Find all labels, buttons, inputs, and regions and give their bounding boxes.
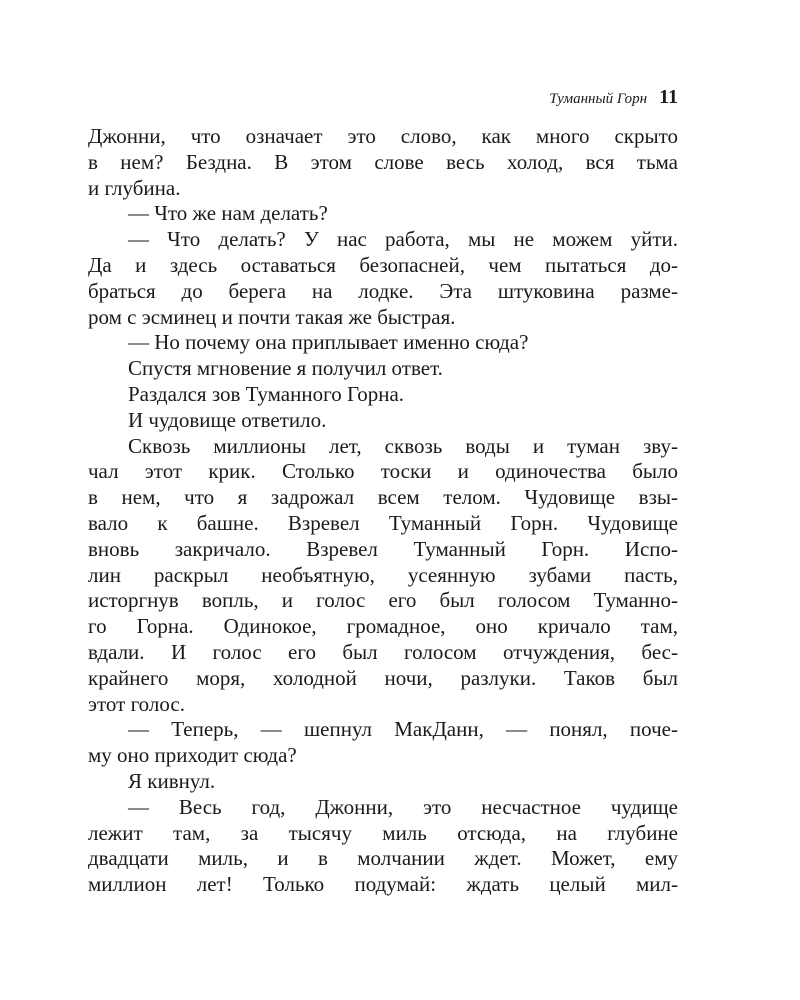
text-line: этот голос.: [88, 691, 185, 716]
text-line: Раздался зов Туманного Горна.: [128, 381, 405, 406]
text-line: — Теперь, — шепнул МакДанн, — понял, поче-: [128, 717, 678, 742]
text-line: Спустя мгновение я получил ответ.: [128, 356, 443, 381]
text-line: в нем, что я задрожал всем телом. Чудовище взы-: [88, 485, 678, 510]
text-line: браться до берега на лодке. Эта штуковина разме-: [88, 278, 678, 303]
text-line: миллион лет! Только подумай: ждать целый мил-: [88, 872, 678, 897]
running-title: Туманный Горн: [549, 91, 648, 107]
text-line: лин раскрыл необъятную, усеянную зубами пасть,: [88, 562, 678, 587]
text-line: чал этот крик. Столько тоски и одиночества было: [88, 459, 678, 484]
page-number: 11: [659, 86, 678, 108]
text-line: И чудовище ответило.: [128, 407, 327, 432]
text-line: вдали. И голос его был голосом отчуждения, бес-: [88, 639, 678, 664]
text-line: лежит там, за тысячу миль отсюда, на глубине: [88, 820, 678, 845]
text-line: Джонни, что означает это слово, как много скрыто: [88, 124, 678, 148]
text-line: и глубина.: [88, 175, 181, 200]
text-line: Я кивнул.: [128, 768, 216, 793]
text-line: вновь закричало. Взревел Туманный Горн. Испо-: [88, 536, 678, 561]
text-line: исторгнув вопль, и голос его был голосом Туманно-: [88, 588, 678, 613]
text-line: — Что делать? У нас работа, мы не можем уйти.: [128, 227, 678, 252]
text-line: Да и здесь оставаться безопасней, чем пытаться до-: [88, 252, 678, 277]
text-line: го Горна. Одинокое, громадное, оно кричало там,: [88, 614, 678, 639]
text-line: ром с эсминец и почти такая же быстрая.: [88, 304, 456, 329]
text-line: Сквозь миллионы лет, сквозь воды и туман зву-: [128, 433, 678, 458]
text-line: — Весь год, Джонни, это несчастное чудище: [128, 794, 678, 819]
text-line: му оно приходит сюда?: [88, 743, 297, 768]
text-line: двадцати миль, и в молчании ждет. Может, ему: [88, 846, 678, 871]
text-line: вало к башне. Взревел Туманный Горн. Чудовище: [88, 510, 678, 535]
body-text: [88, 124, 678, 898]
text-line: — Но почему она приплывает именно сюда?: [128, 330, 529, 355]
text-line: — Что же нам делать?: [128, 201, 328, 226]
text-line: крайнего моря, холодной ночи, разлуки. Таков был: [88, 665, 678, 690]
text-line: в нем? Бездна. В этом слове весь холод, вся тьма: [88, 149, 678, 174]
running-head: [88, 86, 678, 110]
